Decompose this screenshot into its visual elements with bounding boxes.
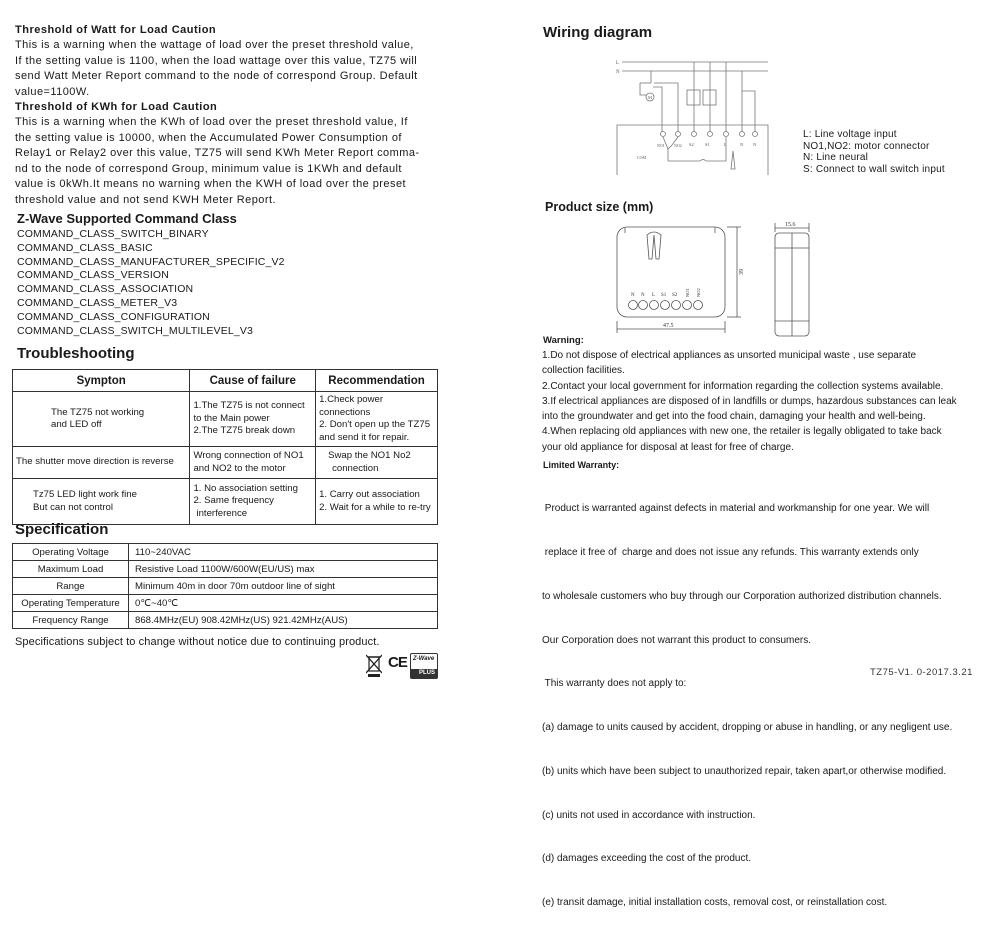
- list-item: COMMAND_CLASS_CONFIGURATION: [17, 310, 210, 323]
- kwh-threshold-title: Threshold of KWh for Load Caution: [15, 101, 218, 113]
- table-row: [13, 479, 438, 525]
- svg-text:S2: S2: [689, 142, 694, 147]
- svg-text:COM: COM: [637, 155, 647, 160]
- svg-text:N: N: [616, 70, 620, 75]
- legend-item: N: Line neural: [803, 152, 869, 163]
- weee-bin-icon: [366, 653, 382, 677]
- warranty-body: [542, 473, 952, 940]
- svg-text:N: N: [641, 293, 645, 298]
- svg-text:15.6: 15.6: [785, 222, 796, 228]
- cell-line: and NO2 to the motor: [193, 462, 286, 474]
- recommendation-cell: [316, 392, 438, 447]
- table-row: [13, 595, 438, 612]
- svg-text:N: N: [631, 293, 635, 298]
- cell-line: 1. Carry out association: [319, 489, 420, 500]
- text-line: If the setting value is 1100, when the load wattage over this value, TZ75 will: [15, 54, 418, 67]
- watt-threshold-body: [15, 38, 418, 100]
- cell-line: 2. Same frequency: [193, 495, 274, 507]
- table-row: [13, 561, 438, 578]
- list-item: COMMAND_CLASS_SWITCH_BINARY: [17, 228, 209, 240]
- list-item: COMMAND_CLASS_MANUFACTURER_SPECIFIC_V2: [17, 255, 285, 268]
- list-item: COMMAND_CLASS_ASSOCIATION: [17, 283, 194, 296]
- zwave-logo-text: Z-Wave: [413, 656, 435, 662]
- left-page: [0, 0, 470, 693]
- cell-line: interference: [196, 507, 248, 519]
- specification-table: [12, 543, 438, 629]
- text-line: 2.Contact your local government for information regarding the collection systems available.: [542, 380, 944, 392]
- svg-text:NO2: NO2: [696, 288, 701, 297]
- wiring-legend: [803, 129, 945, 175]
- legend-item: NO1,NO2: motor connector: [803, 140, 930, 152]
- cause-cell: [190, 479, 316, 525]
- list-item: COMMAND_CLASS_BASIC: [17, 241, 153, 254]
- command-class-title: Z-Wave Supported Command Class: [17, 211, 237, 226]
- wiring-diagram-title: Wiring diagram: [543, 24, 653, 41]
- table-row: [13, 392, 438, 447]
- cause-cell: [190, 447, 316, 479]
- spec-value: 0℃~40℃: [129, 595, 438, 612]
- product-front-view: [615, 225, 745, 337]
- svg-text:NO1: NO1: [685, 288, 690, 297]
- cell-line: But can not control: [33, 501, 113, 513]
- specification-title: Specification: [15, 521, 109, 538]
- right-page: [500, 0, 1000, 909]
- cell-line: and LED off: [51, 419, 102, 430]
- text-line: This is a warning when the KWh of load over the preset threshold value, If: [15, 116, 408, 128]
- text-line: replace it free of charge and does not issue any refunds. This warranty extends only: [542, 546, 919, 558]
- warranty-title: Limited Warranty:: [543, 460, 620, 470]
- svg-text:M: M: [648, 95, 653, 100]
- cause-cell: [190, 392, 316, 447]
- table-row: [13, 544, 438, 561]
- text-line: to wholesale customers who buy through our Corporation authorized distribution channels.: [542, 590, 942, 602]
- kwh-threshold-body: [15, 115, 420, 209]
- table-header-row: [13, 370, 438, 392]
- header-recommendation: Recommendation: [316, 370, 438, 392]
- legend-item: L: Line voltage input: [803, 129, 897, 140]
- wiring-diagram: [600, 55, 770, 175]
- table-row: [13, 612, 438, 629]
- cell-line: 1.Check power connections: [319, 394, 384, 418]
- svg-text:S2: S2: [672, 293, 678, 298]
- zwave-plus-text: PLUS: [411, 669, 437, 678]
- legend-item: S: Connect to wall switch input: [803, 163, 945, 175]
- table-row: [13, 447, 438, 479]
- warning-title: Warning:: [543, 335, 584, 346]
- recommendation-cell: [316, 447, 438, 479]
- symptom-cell: [13, 479, 190, 525]
- spec-value: Minimum 40m in door 70m outdoor line of sight: [129, 578, 438, 595]
- list-item: COMMAND_CLASS_VERSION: [17, 269, 169, 282]
- spec-value: 868.4MHz(EU) 908.42MHz(US) 921.42MHz(AUS): [129, 612, 438, 629]
- ce-mark-icon: CE: [388, 654, 407, 671]
- cell-line: 1. No association setting: [193, 482, 298, 494]
- spec-key: Maximum Load: [13, 561, 129, 578]
- spec-key: Frequency Range: [13, 612, 129, 629]
- spec-value: Resistive Load 1100W/600W(EU/US) max: [129, 561, 438, 578]
- header-cause: Cause of failure: [190, 370, 316, 392]
- spec-value: 110~240VAC: [129, 544, 438, 561]
- svg-text:NO1: NO1: [657, 143, 665, 148]
- text-line: Product is warranted against defects in material and workmanship for one year. We will: [542, 503, 930, 515]
- svg-text:S1: S1: [705, 142, 710, 147]
- text-line: Our Corporation does not warrant this product to consumers.: [542, 634, 812, 646]
- troubleshooting-title: Troubleshooting: [17, 345, 135, 362]
- text-line: send Watt Meter Report command to the node of correspond Group. Default: [15, 70, 418, 83]
- cell-line: connection: [332, 462, 379, 474]
- text-line: value=1100W.: [15, 85, 90, 98]
- text-line: (a) damage to units caused by accident, dropping or abuse in handling, or any negligent use.: [542, 722, 953, 734]
- cell-line: The TZ75 not working: [51, 406, 145, 418]
- zwave-plus-logo-icon: [410, 653, 438, 679]
- version-label: TZ75-V1. 0-2017.3.21: [870, 667, 973, 678]
- cell-line: Wrong connection of NO1: [193, 450, 304, 461]
- recommendation-cell: [316, 479, 438, 525]
- text-line: your old appliance for disposal at least for free of charge.: [542, 441, 794, 453]
- text-line: 3.If electrical appliances are disposed of in landfills or dumps, hazardous substances can leak: [542, 395, 957, 407]
- specification-note: Specifications subject to change without notice due to continuing product.: [15, 636, 380, 648]
- cell-line: 2.The TZ75 break down: [193, 425, 296, 437]
- symptom-cell: [13, 447, 190, 479]
- text-line: 4.When replacing old appliances with new one, the retailer is legally obligated to take back: [542, 426, 942, 438]
- command-class-list: [17, 228, 285, 338]
- width-dim: 47.5: [663, 323, 674, 329]
- cell-line: 1.The TZ75 is not connect: [193, 400, 305, 412]
- text-line: the setting value is 10000, when the Accumulated Power Consumption of: [15, 131, 402, 144]
- watt-threshold-title: Threshold of Watt for Load Caution: [15, 24, 217, 36]
- text-line: Relay1 or Relay2 over this value, TZ75 will send KWh Meter Report comma-: [15, 147, 420, 160]
- svg-text:N: N: [753, 142, 757, 147]
- text-line: (d) damages exceeding the cost of the product.: [542, 853, 752, 865]
- symptom-cell: [13, 392, 190, 447]
- spec-key: Range: [13, 578, 129, 595]
- cell-line: to the Main power: [193, 412, 270, 424]
- text-line: (b) units which have been subject to unauthorized repair, taken apart,or otherwise modified.: [542, 765, 947, 777]
- spec-key: Operating Voltage: [13, 544, 129, 561]
- text-line: nd to the node of correspond Group, minimum value is 1KWh and default: [15, 162, 402, 175]
- svg-text:L: L: [724, 142, 727, 147]
- svg-text:NO2: NO2: [674, 143, 682, 148]
- text-line: (c) units not used in accordance with instruction.: [542, 809, 756, 821]
- svg-text:S1: S1: [661, 293, 667, 298]
- troubleshooting-table: [12, 369, 438, 525]
- list-item: COMMAND_CLASS_SWITCH_MULTILEVEL_V3: [17, 324, 253, 337]
- text-line: (e) transit damage, initial installation costs, removal cost, or reinstallation cost.: [542, 897, 888, 909]
- spec-key: Operating Temperature: [13, 595, 129, 612]
- text-line: into the groundwater and get into the food chain, damaging your health and well-being.: [542, 411, 926, 423]
- cell-line: 2. Don't open up the TZ75: [319, 419, 431, 430]
- text-line: 1.Do not dispose of electrical appliances as unsorted municipal waste , use separate: [542, 350, 917, 361]
- text-line: collection facilities.: [542, 365, 625, 377]
- text-line: This warranty does not apply to:: [542, 678, 687, 690]
- product-size-title: Product size (mm): [545, 200, 654, 214]
- warning-body: [542, 348, 957, 455]
- header-symptom: Sympton: [13, 370, 190, 392]
- text-line: This is a warning when the wattage of load over the preset threshold value,: [15, 39, 414, 51]
- cell-line: The shutter move direction is reverse: [16, 456, 174, 468]
- table-row: [13, 578, 438, 595]
- svg-text:L: L: [616, 61, 620, 66]
- text-line: value is 0kWh.It means no warning when the KWH of load over the preset: [15, 178, 407, 191]
- svg-text:39: 39: [739, 269, 745, 275]
- cell-line: Tz75 LED light work fine: [33, 489, 137, 500]
- text-line: threshold value and not send KWH Meter Report.: [15, 193, 276, 206]
- list-item: COMMAND_CLASS_METER_V3: [17, 296, 178, 309]
- svg-text:N: N: [740, 142, 744, 147]
- svg-text:L: L: [652, 293, 656, 298]
- cell-line: 2. Wait for a while to re-try: [319, 501, 431, 513]
- cell-line: and send it for repair.: [319, 431, 410, 443]
- cell-line: Swap the NO1 No2: [328, 450, 411, 461]
- product-side-view: [772, 218, 814, 340]
